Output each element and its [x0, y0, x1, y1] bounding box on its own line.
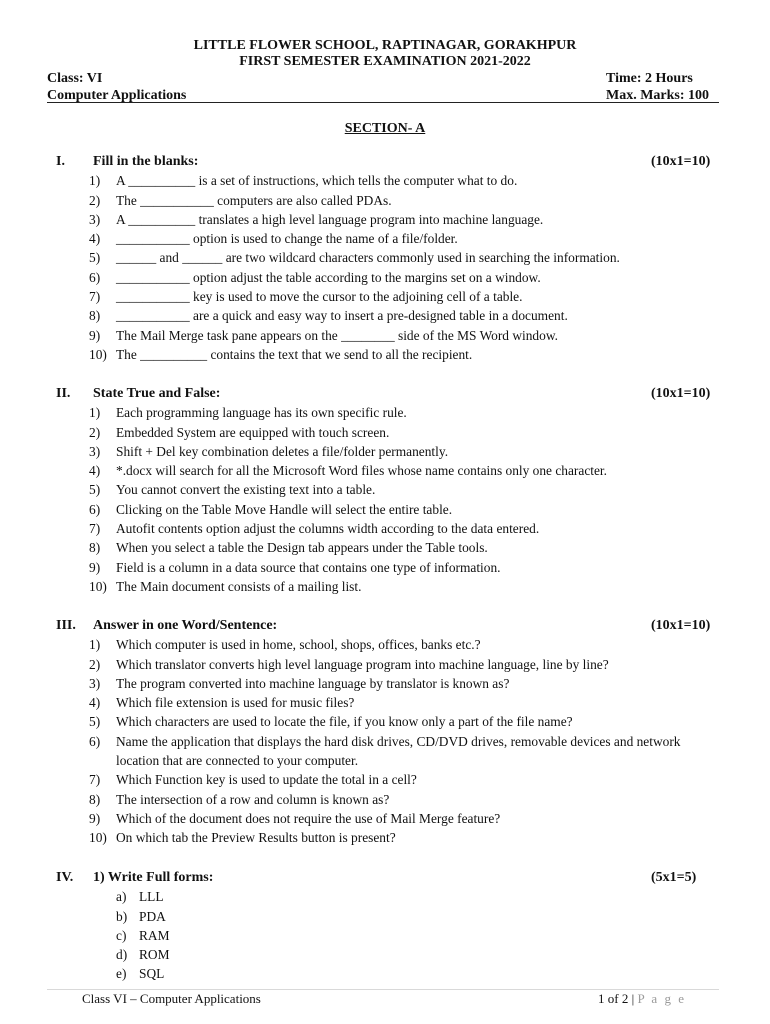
list-item — [0, 655, 770, 674]
item-text: The intersection of a row and column is known as? — [116, 791, 390, 807]
item-text: Which Function key is used to update the total in a cell? — [116, 772, 417, 788]
list-item — [0, 403, 770, 422]
list-item — [0, 248, 770, 267]
question-items — [0, 887, 770, 983]
page-count: 1 of 2 | — [598, 991, 635, 1006]
question-header — [0, 868, 770, 887]
item-number: 5) — [89, 482, 101, 498]
item-text: Which translator converts high level language program into machine language, line by line? — [116, 656, 609, 672]
question-block-4 — [0, 868, 770, 984]
item-letter: a) — [116, 889, 127, 905]
list-item — [0, 538, 770, 557]
item-number: 6) — [89, 733, 101, 749]
item-number: 1) — [89, 637, 101, 653]
list-item — [0, 480, 770, 499]
item-number: 5) — [89, 714, 101, 730]
list-item — [0, 577, 770, 596]
question-number: III. — [56, 618, 76, 633]
list-item — [0, 635, 770, 654]
item-text: The ___________ computers are also called PDAs. — [116, 192, 392, 208]
item-text: ___________ key is used to move the cursor to the adjoining cell of a table. — [116, 289, 523, 305]
list-item — [0, 790, 770, 809]
item-text: You cannot convert the existing text into a table. — [116, 482, 376, 498]
question-title: Fill in the blanks: — [93, 154, 199, 169]
list-item — [0, 770, 770, 789]
item-text: Which of the document does not require the use of Mail Merge feature? — [116, 810, 501, 826]
list-item — [0, 964, 770, 983]
item-number: 9) — [89, 327, 101, 343]
list-item — [0, 674, 770, 693]
item-number: 6) — [89, 269, 101, 285]
item-text: ___________ option adjust the table according to the margins set on a window. — [116, 269, 541, 285]
question-items — [0, 171, 770, 364]
question-number: I. — [56, 154, 65, 169]
list-item — [0, 945, 770, 964]
item-text: SQL — [139, 966, 165, 982]
item-text: Which computer is used in home, school, shops, offices, banks etc.? — [116, 637, 481, 653]
exam-title: FIRST SEMESTER EXAMINATION 2021-2022 — [239, 54, 531, 69]
list-item — [0, 558, 770, 577]
item-text: ROM — [139, 947, 170, 963]
item-letter: b) — [116, 908, 128, 924]
item-text: ___________ option is used to change the name of a file/folder. — [116, 231, 458, 247]
item-text: A __________ is a set of instructions, which tells the computer what to do. — [116, 173, 518, 189]
item-number: 5) — [89, 250, 101, 266]
item-letter: c) — [116, 927, 127, 943]
item-text: On which tab the Preview Results button is present? — [116, 830, 396, 846]
item-number: 2) — [89, 192, 101, 208]
item-number: 7) — [89, 289, 101, 305]
item-number: 1) — [89, 405, 101, 421]
list-item — [0, 693, 770, 712]
item-text: The __________ contains the text that we send to all the recipient. — [116, 346, 473, 362]
question-marks: (10x1=10) — [651, 618, 711, 633]
item-letter: e) — [116, 966, 127, 982]
item-number: 3) — [89, 443, 101, 459]
item-number: 7) — [89, 521, 101, 537]
time-label: Time: 2 Hours — [606, 71, 693, 86]
list-item — [0, 907, 770, 926]
item-number: 1) — [89, 173, 101, 189]
item-number: 4) — [89, 231, 101, 247]
footer-course: Class VI – Computer Applications — [82, 991, 261, 1006]
item-text: Field is a column in a data source that contains one type of information. — [116, 559, 501, 575]
section-title: SECTION- A — [344, 121, 426, 136]
item-text: When you select a table the Design tab appears under the Table tools. — [116, 540, 488, 556]
item-number: 9) — [89, 559, 101, 575]
item-text: A __________ translates a high level language program into machine language. — [116, 211, 544, 227]
list-item — [0, 171, 770, 190]
question-marks: (10x1=10) — [651, 386, 711, 401]
footer-page-number — [598, 989, 686, 1008]
item-text: ___________ are a quick and easy way to insert a pre-designed table in a document. — [116, 308, 568, 324]
list-item — [0, 268, 770, 287]
item-text: Which file extension is used for music files? — [116, 695, 355, 711]
item-number: 8) — [89, 540, 101, 556]
item-number: 8) — [89, 308, 101, 324]
item-text: The Mail Merge task pane appears on the ________ side of the MS Word window. — [116, 327, 558, 343]
item-number: 4) — [89, 695, 101, 711]
page-word: P a g e — [637, 991, 686, 1006]
item-number: 6) — [89, 501, 101, 517]
item-text: Each programming language has its own specific rule. — [116, 405, 407, 421]
list-item — [0, 926, 770, 945]
list-item — [0, 732, 770, 771]
item-number: 10) — [89, 346, 107, 362]
item-number: 9) — [89, 810, 101, 826]
list-item — [0, 345, 770, 364]
question-block-1 — [0, 152, 770, 364]
list-item — [0, 423, 770, 442]
item-text: RAM — [139, 927, 170, 943]
item-number: 2) — [89, 656, 101, 672]
school-name: LITTLE FLOWER SCHOOL, RAPTINAGAR, GORAKHPUR — [193, 38, 577, 53]
item-number: 2) — [89, 424, 101, 440]
list-item — [0, 287, 770, 306]
question-marks: (5x1=5) — [651, 870, 697, 885]
item-text: PDA — [139, 908, 166, 924]
item-number: 10) — [89, 578, 107, 594]
item-number: 4) — [89, 463, 101, 479]
question-marks: (10x1=10) — [651, 154, 711, 169]
item-text: LLL — [139, 889, 164, 905]
list-item — [0, 519, 770, 538]
question-items — [0, 403, 770, 596]
item-text: The Main document consists of a mailing list. — [116, 578, 362, 594]
item-number: 3) — [89, 211, 101, 227]
item-text: Autofit contents option adjust the columns width according to the data entered. — [116, 521, 540, 537]
list-item — [0, 500, 770, 519]
item-text: Which characters are used to locate the file, if you know only a part of the file name? — [116, 714, 573, 730]
list-item — [0, 809, 770, 828]
subject-label: Computer Applications — [47, 88, 187, 103]
list-item — [0, 442, 770, 461]
class-label: Class: VI — [47, 71, 103, 86]
item-text: Shift + Del key combination deletes a file/folder permanently. — [116, 443, 449, 459]
question-header — [0, 384, 770, 403]
list-item — [0, 461, 770, 480]
list-item — [0, 887, 770, 906]
list-item — [0, 306, 770, 325]
item-letter: d) — [116, 947, 128, 963]
item-text: Clicking on the Table Move Handle will select the entire table. — [116, 501, 453, 517]
list-item — [0, 828, 770, 847]
item-text: Name the application that displays the hard disk drives, CD/DVD drives, removable devices and network location that are connected to your computer. — [116, 733, 681, 769]
question-header — [0, 616, 770, 635]
list-item — [0, 191, 770, 210]
question-number: II. — [56, 386, 71, 401]
question-items — [0, 635, 770, 847]
list-item — [0, 712, 770, 731]
question-block-2 — [0, 384, 770, 596]
list-item — [0, 229, 770, 248]
question-header — [0, 152, 770, 171]
question-number: IV. — [56, 870, 74, 885]
question-title: State True and False: — [93, 386, 221, 401]
question-block-3 — [0, 616, 770, 848]
question-title: 1) Write Full forms: — [93, 870, 214, 885]
header-divider — [47, 102, 719, 103]
question-title: Answer in one Word/Sentence: — [93, 618, 278, 633]
item-text: ______ and ______ are two wildcard characters commonly used in searching the information. — [116, 250, 620, 266]
item-number: 3) — [89, 675, 101, 691]
item-number: 10) — [89, 830, 107, 846]
max-marks-label: Max. Marks: 100 — [606, 88, 710, 103]
list-item — [0, 326, 770, 345]
item-text: *.docx will search for all the Microsoft Word files whose name contains only one character. — [116, 463, 607, 479]
item-text: The program converted into machine language by translator is known as? — [116, 675, 510, 691]
item-text: Embedded System are equipped with touch screen. — [116, 424, 390, 440]
item-number: 8) — [89, 791, 101, 807]
item-number: 7) — [89, 772, 101, 788]
list-item — [0, 210, 770, 229]
